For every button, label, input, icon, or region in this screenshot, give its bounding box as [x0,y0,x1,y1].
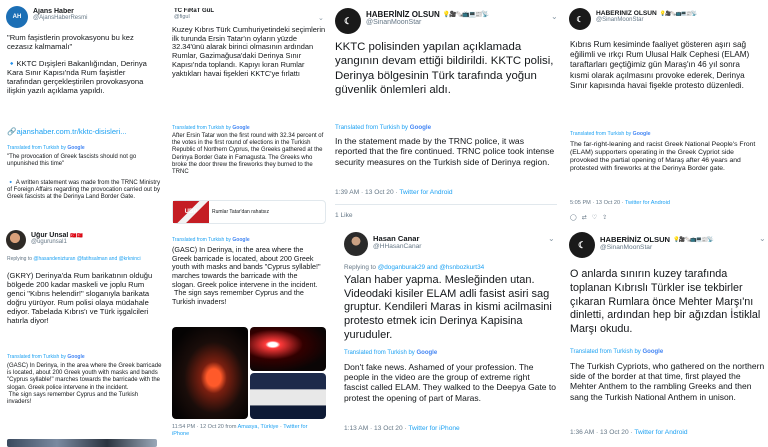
translation-text: (GASC) In Derinya, in the area where the Greek barricade is located, about 200 Greek youth with masks and bands "Cyprus syllable!" marches towards the barricade with the slogan. Greek police intervene in the incident. The sign says remember Cyprus and the Turkish invaders! [172,245,321,306]
display-name[interactable]: Uğur Ünsal [31,232,69,239]
translation-text: Don't fake news. Ashamed of your profession. The people in the video are the group of extreme right fascist called ELAM. They walked to the Deepya Gate to protest the opening of part of Maras. [344,362,559,403]
handle[interactable]: @figul [174,14,190,20]
tweet-card-hasan-canar [340,230,560,447]
tweet-text: 🔹KKTC Dışişleri Bakanlığından, Derinya Kara Sınır Kapısı'nda Rum faşistler tarafından gerçekleştirilen provokasyona ilişkin yazılı açıklama yapıldı. [7,59,149,95]
tweet-timestamp: 1:36 AM · 13 Oct 20 · Twitter for Android [570,429,688,436]
chevron-down-icon[interactable]: ⌄ [759,234,766,243]
chevron-down-icon[interactable]: ⌄ [318,15,324,22]
like-count[interactable]: 1 Like [335,212,353,219]
tweet-text: Kuzey Kıbrıs Türk Cumhuriyetindeki seçimlerin ilk turunda Ersin Tatar'ın oyların yüzde 32.34'ünü alarak birinci olmasının ardından Rumlar, Gazimağusa'daki Derinya Sınır Kapısı'nda toplandı. Kapıyı kıran Rumlar yaktıkları havai fişekleri KKTC'ye fırlattı [172,25,328,78]
translated-label[interactable]: Translated from Turkish by Google [7,354,85,360]
tweet-card-haberiniz-olsun-2 [565,2,768,228]
source-link[interactable]: Twitter for Android [399,189,453,196]
google-logo: Google [232,237,250,243]
reply-mentions[interactable]: @doganburak29 and @hsnbozkurt34 [377,264,485,271]
tweet-text: KKTC polisinden yapılan açıklamada yangının devam ettiği bildirildi. KKTC polisi, Derinya bölgesinin Türk tarafında yoğun güvenlik önlemleri aldı. [335,41,557,96]
share-icon[interactable]: ⇪ [602,215,608,221]
handle[interactable]: @AjansHaberResmi [33,15,88,21]
divider [335,204,557,205]
translated-label[interactable]: Translated from Turkish by Google [172,125,250,131]
translation-text: The Turkish Cypriots, who gathered on the northern side of the border at that time, first played the Mehter Anthem to the rambling Greeks and then sang the Turkish National Anthem in unison. [570,361,767,402]
handle[interactable]: @ugurunsal1 [31,239,67,245]
source-link[interactable]: Twitter for iPhone [408,425,460,432]
translated-label[interactable]: Translated from Turkish by Google [7,145,85,151]
link-text[interactable]: 🔗ajanshaber.com.tr/kktc-disisleri... [7,127,127,136]
photo-protest-sign[interactable] [250,373,326,419]
avatar[interactable] [6,230,26,250]
tweet-card-ajans-haber [2,2,165,222]
tweet-text: Yalan haber yapma. Mesleğinden utan. Videodaki kisiler ELAM adli fasist asiri sag gruptur. Kendileri Maras in kismi acilmasini protesto etmek icin Derinya Kapisina yuruduler. [344,274,555,341]
tweet-card-haberiniz-olsun-3 [565,230,768,447]
source-link[interactable]: Twitter for iPhone [172,424,308,438]
profile-emojis: 💡🎥🗞️📺💻📰📡 [442,12,489,18]
link-card-image [173,201,209,223]
reply-mentions[interactable]: @hasandenizturan @fatihsalman and @krkninci [33,256,141,262]
translated-label[interactable]: Translated from Turkish by Google [344,350,438,356]
translation-quote: "The provocation of Greek fascists should not go unpunished this time" [7,154,138,168]
avatar[interactable]: ☾ [335,8,361,34]
flag-emojis: 🇹🇷🇹🇷 [70,232,83,239]
display-name[interactable]: HABERİNİZ OLSUN [596,10,657,17]
translation-text: In the statement made by the TRNC police, it was reported that the fire continued. TRNC police took intense security measures on the Turkish side of Derinya region. [335,136,557,167]
tweet-card-haberiniz-olsun-1 [331,2,561,228]
handle[interactable]: @SinanMoonStar [600,244,653,251]
google-logo: Google [642,349,664,355]
google-logo: Google [409,124,432,131]
handle[interactable]: @HHasanCanar [373,243,422,250]
display-name[interactable]: HABERİNİZ OLSUN [366,10,440,19]
tweet-timestamp: 1:13 AM · 13 Oct 20 · Twitter for iPhone [344,425,460,432]
source-link[interactable]: Twitter for Android [624,200,671,206]
translated-label[interactable]: Translated from Turkish by Google [570,131,651,137]
avatar[interactable] [344,232,368,256]
tweet-card-firat-gul [168,2,328,228]
translation-text: (GASC) In Derinya, in the area where the Greek barricade is located, about 200 Greek youth with masks and bands "Cyprus syllable!" marches towards the barricade with the slogan. Greek police intervene in the incident. The sign says remember Cyprus and the Turkish invaders! [7,363,162,405]
tweet-timestamp: 11:54 PM · 12 Oct 20 from Amasya, Türkiye · Twitter for iPhone [172,424,308,438]
location-link[interactable]: Amasya, Türkiye [237,424,279,430]
translated-label[interactable]: Translated from Turkish by Google [335,124,432,131]
translated-label[interactable]: Translated from Turkish by Google [570,349,664,355]
display-name[interactable]: HABERİNİZ OLSUN [600,235,671,244]
translated-label[interactable]: Translated from Turkish by Google [172,237,250,243]
tweet-text: O anlarda sınırın kuzey tarafında toplanan Kıbrıslı Türkler ise tekbirler çıkaran Rumlara önce Mehter Marşı'nı dinletti, ardından hep bir ağızdan İstiklal Marşı okudu. [570,268,764,336]
retweet-icon[interactable]: ⇄ [581,215,587,221]
tweet-card-media-translation [168,232,328,447]
reply-icon[interactable]: ◯ [570,215,577,221]
translation-text: The far-right-leaning and racist Greek National People's Front (ELAM) supporters operating in the Greek Cypriot side provoked the partial opening of Maraş after 46 years and protested with fireworks at the Derinya Border gate. [570,141,758,173]
google-logo: Google [416,350,438,356]
photo-protest-left[interactable] [172,327,248,419]
media-thumbnail-strip[interactable] [7,439,157,447]
display-name[interactable]: Hasan Canar [373,234,420,243]
replying-to: Replying to @hasandenizturan @fatihsalman and @krkninci [7,256,141,262]
translation-text: 🔹 A written statement was made from the TRNC Ministry of Foreign Affairs regarding the provocation carried out by Greek fascists at the Derinya Land Border Gate. [7,180,162,201]
display-name[interactable]: TC FıRaT GüL [174,8,214,14]
google-logo: Google [67,145,85,151]
chevron-down-icon[interactable]: ⌄ [548,234,555,243]
tweet-timestamp: 1:39 AM · 13 Oct 20 · Twitter for Android [335,189,453,196]
tweet-card-ugur-unsal [2,226,165,447]
profile-emojis: 💡🎥🗞️📺💻📰📡 [673,236,714,243]
tweet-timestamp: 5:05 PM · 13 Oct 20 · Twitter for Android [570,200,671,206]
source-link[interactable]: Twitter for Android [634,429,688,436]
tweet-text: (GKRY) Derinya'da Rum barikatının olduğu bölgede 200 kadar maskeli ve joplu Rum genci "Kıbrıs helendir!" sloganıyla barikata doğru yürüyor. Rum polisi olaya müdahale ediyor. Tabelada Kıbrıs'ı ve Türk işgalcileri hatırla diyor! [7,271,155,325]
avatar[interactable]: ☾ [569,232,595,258]
tweet-quote: "Rum faşistlerin provokasyonu bu kez cezasız kalmamalı" [7,33,136,51]
like-icon[interactable]: ♡ [591,215,598,221]
google-logo: Google [232,125,250,131]
reaction-bar [570,214,607,221]
avatar[interactable]: ☾ [569,8,591,30]
display-name[interactable]: Ajans Haber [33,8,74,15]
google-logo: Google [632,131,651,137]
link-card-title: Rumlar Tatar'dan rahatsız [212,209,269,215]
profile-emojis: 💡🎥🗞️📺💻📰📡 [659,10,697,17]
photo-protest-top-right[interactable] [250,327,326,371]
translation-text: After Ersin Tatar won the first round with 32.34 percent of the votes in the first round of elections in the Turkish Republic of Northern Cyprus, the Greeks gathered at the Derinya Border Gate in Famagusta. The Greeks who broke the door threw the fireworks they burned to the TRNC [172,133,325,175]
tweet-text: Kıbrıs Rum kesiminde faaliyet gösteren aşırı sağ eğilimli ve ırkçı Rum Ulusal Halk Cephesi (ELAM) taraftarları geçtiğimiz gün Maraş'ın 46 yıl sonra kısmi olarak açılmasını provoke ederek, Derinya Sınır kapısında havai fişekle protesto düzenledi. [570,40,752,90]
chevron-down-icon[interactable]: ⌄ [551,12,558,21]
google-logo: Google [67,354,85,360]
ubp-badge: UBP [184,209,198,215]
link-card[interactable] [172,200,326,224]
replying-to: Replying to @doganburak29 and @hsnbozkurt34 [344,264,485,271]
handle[interactable]: @SinanMoonStar [596,17,644,23]
handle[interactable]: @SinanMoonStar [366,19,422,26]
avatar[interactable]: AH [6,6,28,28]
